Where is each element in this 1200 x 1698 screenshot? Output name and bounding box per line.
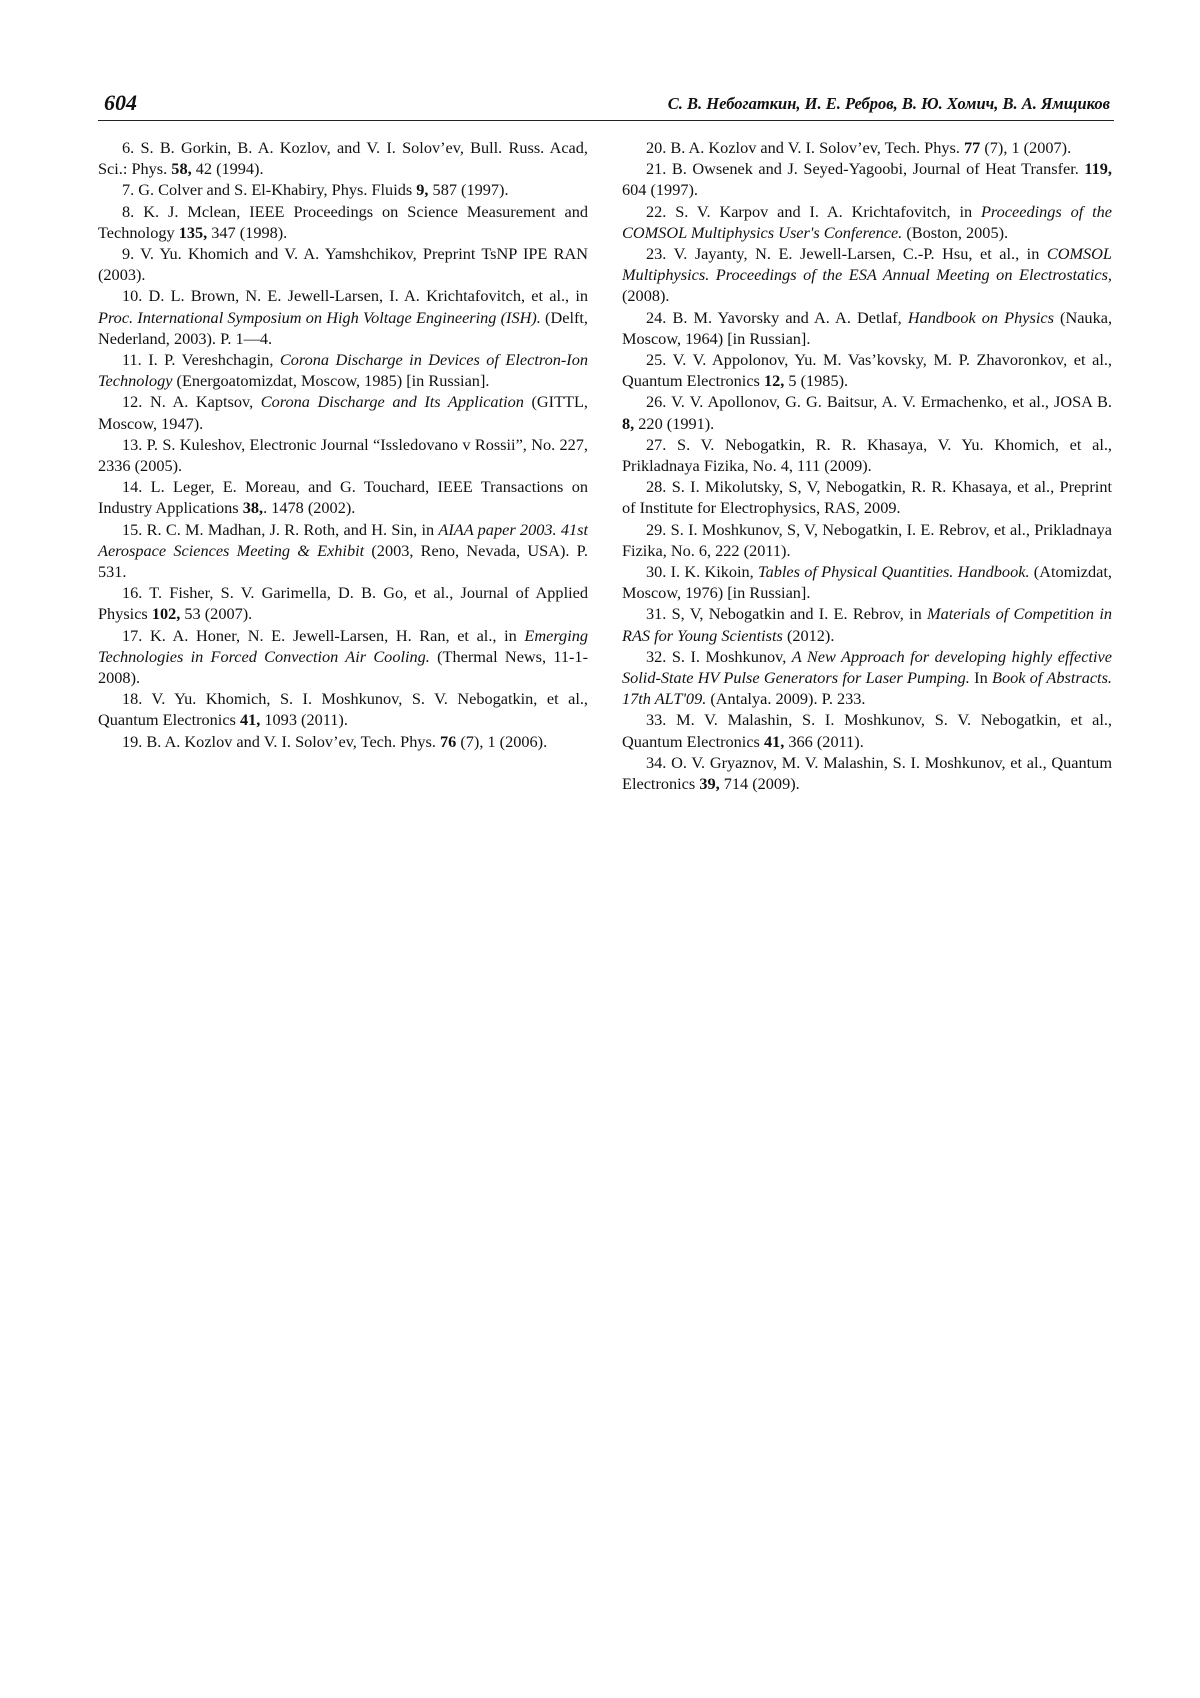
reference-text: (GITTL, Moscow, 1947). (98, 392, 589, 433)
reference-title: Tables of Physical Quantities. Handbook. (758, 562, 1030, 582)
reference-entry (622, 752, 1112, 794)
reference-entry (98, 519, 588, 583)
reference-text: (2012). (782, 625, 835, 645)
reference-text: 9. V. Yu. Khomich and V. A. Yamshchikov, Preprint TsNP IPE RAN (2003). (98, 244, 588, 285)
reference-entry (98, 688, 588, 730)
reference-title: Proc. International Symposium on High Voltage Engineering (ISH). (98, 307, 541, 327)
reference-entry (98, 285, 588, 349)
reference-text: 25. V. V. Appolonov, Yu. M. Vas’kovsky, M. P. Zhavoronkov, et al., Quantum Electronics (622, 350, 1112, 391)
reference-text: 30. I. K. Kikoin, (646, 562, 759, 582)
reference-text: (2003, Reno, Nevada, USA). P. 531. (98, 540, 588, 582)
reference-text: 604 (1997). (622, 180, 698, 200)
reference-text: 220 (1991). (634, 413, 715, 433)
reference-text: 26. V. V. Apollonov, G. G. Baitsur, A. V. Ermachenko, et al., JOSA B. (646, 392, 1112, 412)
reference-text: (7), 1 (2007). (980, 138, 1072, 157)
reference-title: Materials of Competition in RAS for Young Scientists (622, 604, 1112, 645)
reference-text: 19. B. A. Kozlov and V. I. Solov’ev, Tech. Phys. (122, 731, 440, 751)
reference-text: 587 (1997). (428, 180, 509, 200)
reference-entry (98, 349, 588, 391)
reference-entry (98, 476, 588, 518)
references-column-right (622, 137, 1112, 794)
reference-entry (98, 434, 588, 476)
reference-entry (622, 476, 1112, 518)
reference-text: (Delft, Nederland, 2003). P. 1—4. (98, 307, 589, 348)
reference-text: In (969, 668, 993, 688)
reference-text: 18. V. Yu. Khomich, S. I. Moshkunov, S. V. Nebogatkin, et al., Quantum Electronics (98, 689, 588, 730)
reference-text: 28. S. I. Mikolutsky, S, V, Nebogatkin, R. R. Khasaya, et al., Preprint of Institute for Electrophysics, RAS, 2009. (622, 477, 1112, 518)
reference-volume: 102, (151, 604, 181, 624)
reference-volume: 119, (1084, 159, 1112, 179)
running-header (98, 90, 1114, 121)
reference-text: 13. P. S. Kuleshov, Electronic Journal “Issledovano v Rossii”, No. 227, 2336 (2005). (98, 434, 588, 476)
reference-volume: 12, (763, 371, 785, 391)
reference-text: 34. O. V. Gryaznov, M. V. Malashin, S. I. Moshkunov, et al., Quantum Electronics (622, 752, 1112, 794)
reference-volume: 58, (171, 159, 192, 179)
references-column-left (98, 137, 588, 752)
reference-entry (622, 137, 1112, 158)
reference-entry (98, 582, 588, 624)
reference-entry (622, 434, 1112, 476)
reference-text: 42 (1994). (191, 159, 264, 179)
reference-title: AIAA paper 2003. 41st Aerospace Sciences Meeting & Exhibit (98, 519, 588, 560)
reference-text: 5 (1985). (784, 371, 849, 391)
reference-entry (622, 243, 1112, 307)
reference-entry (622, 349, 1112, 391)
reference-entry (98, 731, 588, 752)
reference-volume: 41, (239, 710, 261, 730)
reference-text: 31. S, V, Nebogatkin and I. E. Rebrov, in (646, 604, 928, 624)
reference-entry (622, 519, 1112, 561)
reference-entry (622, 158, 1112, 200)
reference-text: 20. B. A. Kozlov and V. I. Solov’ev, Tech. Phys. (646, 138, 964, 157)
reference-text: 15. R. C. M. Madhan, J. R. Roth, and H. Sin, in (122, 519, 439, 539)
reference-text: 27. S. V. Nebogatkin, R. R. Khasaya, V. Yu. Khomich, et al., Prikladnaya Fizika, No. 4, 111 (2009). (622, 434, 1112, 476)
reference-text: 12. N. A. Kaptsov, (122, 392, 261, 412)
reference-entry (98, 201, 588, 243)
reference-volume: 38, (242, 498, 264, 518)
reference-text: 714 (2009). (719, 774, 800, 794)
reference-volume: 8, (622, 413, 635, 433)
reference-text: 1093 (2011). (260, 710, 348, 730)
reference-text: 53 (2007). (180, 604, 253, 624)
reference-entry (98, 137, 588, 179)
reference-entry (622, 646, 1112, 710)
reference-title: Handbook on Physics (907, 307, 1054, 327)
reference-volume: 41, (763, 731, 785, 751)
reference-volume: 76 (440, 731, 457, 751)
reference-title: Proceedings of the COMSOL Multiphysics User's Conference. (622, 201, 1112, 242)
reference-entry (98, 391, 588, 433)
reference-title: Emerging Technologies in Forced Convection Air Cooling. (98, 625, 588, 666)
reference-text: 17. K. A. Honer, N. E. Jewell-Larsen, H. Ran, et al., in (122, 625, 525, 645)
reference-text: . 1478 (2002). (263, 498, 356, 518)
reference-text: (Antalya. 2009). P. 233. (706, 689, 866, 709)
reference-text: (Boston, 2005). (902, 222, 1009, 242)
reference-volume: 39, (699, 774, 720, 794)
reference-text: 366 (2011). (784, 731, 864, 751)
reference-text: 16. T. Fisher, S. V. Garimella, D. B. Go, et al., Journal of Applied Physics (98, 583, 588, 624)
reference-text: 22. S. V. Karpov and I. A. Krichtafovitch, in (646, 201, 981, 221)
reference-title: Corona Discharge and Its Application (260, 392, 524, 412)
reference-title: COMSOL Multiphysics. Proceedings of the ESA Annual Meeting on Electrostatics, (622, 244, 1112, 285)
reference-text: 14. L. Leger, E. Moreau, and G. Touchard, IEEE Transactions on Industry Applications (98, 477, 588, 518)
reference-text: 6. S. B. Gorkin, B. A. Kozlov, and V. I. Solov’ev, Bull. Russ. Acad, Sci.: Phys. (98, 138, 588, 179)
reference-text: 24. B. M. Yavorsky and A. A. Detlaf, (646, 307, 908, 327)
reference-entry (98, 179, 588, 200)
reference-text: 11. I. P. Vereshchagin, (122, 350, 280, 370)
reference-text: (Energoatomizdat, Moscow, 1985) [in Russian]. (172, 371, 490, 391)
reference-text: (Nauka, Moscow, 1964) [in Russian]. (622, 307, 1113, 348)
reference-text: (Thermal News, 11-1-2008). (98, 646, 588, 688)
reference-entry (622, 307, 1112, 349)
reference-text: (Atomizdat, Moscow, 1976) [in Russian]. (622, 562, 1112, 603)
reference-text: 21. B. Owsenek and J. Seyed-Yagoobi, Journal of Heat Transfer. (646, 159, 1085, 179)
reference-entry (622, 201, 1112, 243)
reference-text: (2008). (622, 286, 670, 306)
reference-title: Book of Abstracts. 17th ALT'09. (622, 668, 1112, 709)
reference-title: Corona Discharge in Devices of Electron-Ion Technology (98, 350, 588, 391)
reference-entry (622, 603, 1112, 645)
reference-entry (98, 625, 588, 689)
reference-text: 33. M. V. Malashin, S. I. Moshkunov, S. V. Nebogatkin, et al., Quantum Electronics (622, 710, 1112, 751)
reference-text: 29. S. I. Moshkunov, S, V, Nebogatkin, I. E. Rebrov, et al., Prikladnaya Fizika, No. 6, 222 (2011). (622, 519, 1112, 560)
reference-text: 23. V. Jayanty, N. E. Jewell-Larsen, C.-P. Hsu, et al., in (646, 244, 1047, 264)
reference-text: 8. K. J. Mclean, IEEE Proceedings on Science Measurement and Technology (98, 201, 588, 242)
reference-entry (622, 709, 1112, 751)
reference-entry (622, 561, 1112, 603)
reference-text: 32. S. I. Moshkunov, (646, 646, 792, 666)
reference-text: 347 (1998). (207, 222, 288, 242)
reference-title: A New Approach for developing highly effective Solid-State HV Pulse Generators for Laser Pumping. (622, 646, 1112, 688)
reference-volume: 9, (416, 180, 429, 200)
reference-text: 7. G. Colver and S. El-Khabiry, Phys. Fluids (122, 180, 417, 200)
reference-text: 10. D. L. Brown, N. E. Jewell-Larsen, I. A. Krichtafovitch, et al., in (122, 286, 588, 306)
page-number: 604 (104, 90, 137, 115)
running-head-authors: С. В. Небогаткин, И. Е. Ребров, В. Ю. Хомич, В. А. Ямщиков (667, 94, 1110, 113)
reference-entry (622, 391, 1112, 433)
reference-volume: 135, (178, 222, 208, 242)
reference-volume: 77 (964, 138, 981, 157)
reference-text: (7), 1 (2006). (456, 731, 548, 751)
reference-entry (98, 243, 588, 285)
